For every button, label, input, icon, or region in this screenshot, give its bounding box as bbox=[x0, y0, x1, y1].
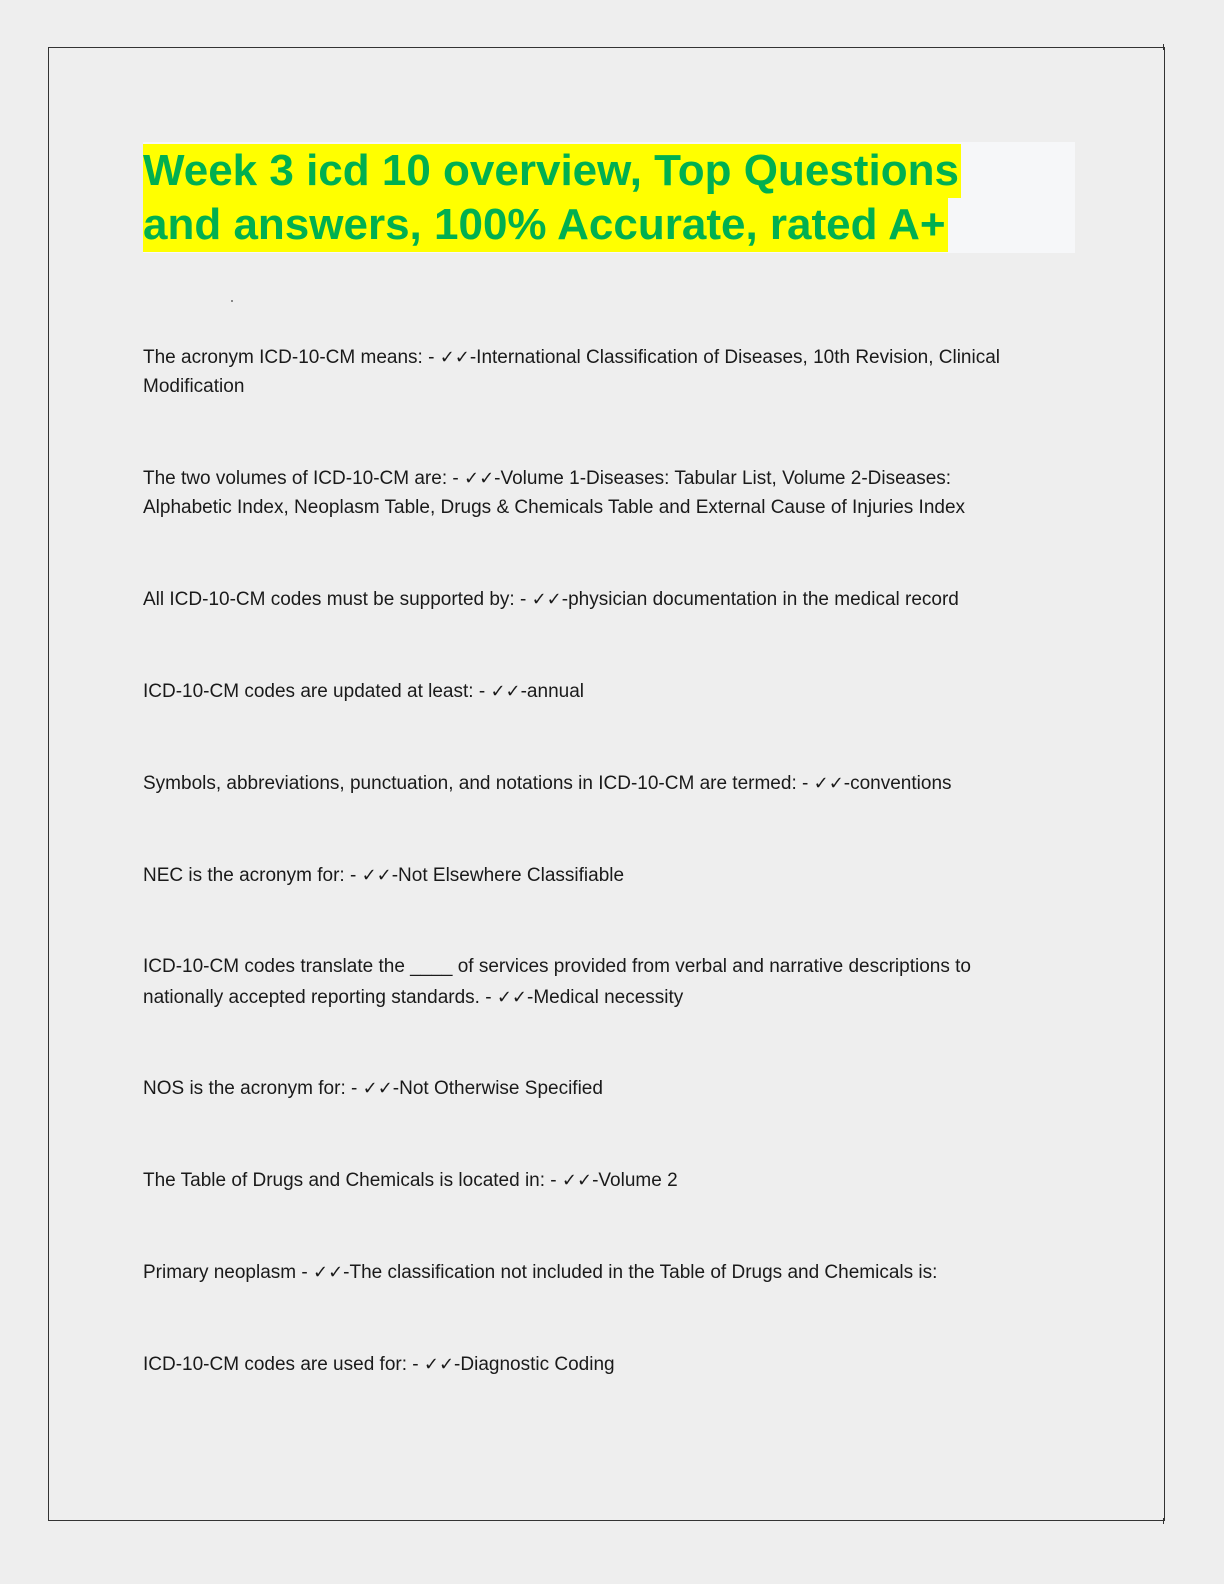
qa-item bbox=[143, 861, 1043, 890]
qa-question: The Table of Drugs and Chemicals is located in: - bbox=[143, 1170, 562, 1191]
qa-question: NOS is the acronym for: - bbox=[143, 1078, 363, 1099]
qa-item bbox=[143, 951, 1043, 1013]
qa-answer: -conventions bbox=[843, 773, 952, 794]
qa-answer: -Medical necessity bbox=[527, 987, 684, 1008]
checkmark-icon: ✓✓ bbox=[531, 589, 562, 610]
qa-question: ICD-10-CM codes are updated at least: - bbox=[143, 681, 491, 702]
stray-mark bbox=[231, 300, 233, 302]
checkmark-icon: ✓✓ bbox=[813, 773, 844, 794]
qa-answer: -Diagnostic Coding bbox=[454, 1354, 615, 1375]
qa-answer: -Not Otherwise Specified bbox=[392, 1078, 603, 1099]
qa-item bbox=[143, 1074, 1043, 1103]
document-title bbox=[143, 142, 1075, 253]
qa-item bbox=[143, 1166, 1043, 1195]
qa-question: ICD-10-CM codes translate the ____ of services provided from verbal and narrative descriptions to nationally accepted reporting standards. - bbox=[143, 956, 971, 1008]
qa-question: All ICD-10-CM codes must be supported by: - bbox=[143, 589, 532, 610]
qa-item bbox=[143, 1258, 1043, 1287]
checkmark-icon: ✓✓ bbox=[439, 347, 470, 368]
title-line-2: and answers, 100% Accurate, rated A+ bbox=[143, 198, 948, 252]
checkmark-icon: ✓✓ bbox=[423, 1354, 455, 1375]
qa-answer: -The classification not included in the Table of Drugs and Chemicals is: bbox=[343, 1262, 938, 1283]
qa-answer: -Volume 2 bbox=[592, 1170, 678, 1191]
qa-question: The acronym ICD-10-CM means: - bbox=[143, 347, 440, 368]
qa-item bbox=[143, 343, 1043, 401]
title-line-1: Week 3 icd 10 overview, Top Questions bbox=[143, 144, 961, 198]
qa-item bbox=[143, 585, 1043, 614]
page-corner-mark bbox=[1163, 1518, 1164, 1524]
qa-question: Symbols, abbreviations, punctuation, and notations in ICD-10-CM are termed: - bbox=[143, 773, 814, 794]
qa-question: NEC is the acronym for: - bbox=[143, 865, 362, 886]
checkmark-icon: ✓✓ bbox=[361, 865, 392, 886]
qa-item bbox=[143, 677, 1043, 706]
checkmark-icon: ✓✓ bbox=[362, 1078, 393, 1099]
qa-question: The two volumes of ICD-10-CM are: - bbox=[143, 468, 464, 489]
qa-item bbox=[143, 769, 1043, 798]
checkmark-icon: ✓✓ bbox=[490, 681, 521, 702]
qa-answer: -physician documentation in the medical record bbox=[561, 589, 959, 610]
qa-question: Primary neoplasm - bbox=[143, 1262, 313, 1283]
qa-question: ICD-10-CM codes are used for: - bbox=[143, 1354, 424, 1375]
checkmark-icon: ✓✓ bbox=[561, 1170, 593, 1191]
qa-item bbox=[143, 1350, 1043, 1379]
page-corner-mark bbox=[1163, 44, 1164, 50]
checkmark-icon: ✓✓ bbox=[496, 987, 527, 1008]
qa-answer: -International Classification of Diseases, 10th Revision, Clinical Modification bbox=[143, 347, 1000, 397]
qa-answer: -Not Elsewhere Classifiable bbox=[391, 865, 625, 886]
qa-answer: -Volume 1-Diseases: Tabular List, Volume 2-Diseases: Alphabetic Index, Neoplasm Table, Drugs & Chemicals Table and External Cause of Injuries Index bbox=[143, 468, 966, 518]
checkmark-icon: ✓✓ bbox=[313, 1262, 344, 1283]
qa-item bbox=[143, 464, 1043, 522]
checkmark-icon: ✓✓ bbox=[463, 468, 495, 489]
qa-answer: -annual bbox=[520, 681, 584, 702]
